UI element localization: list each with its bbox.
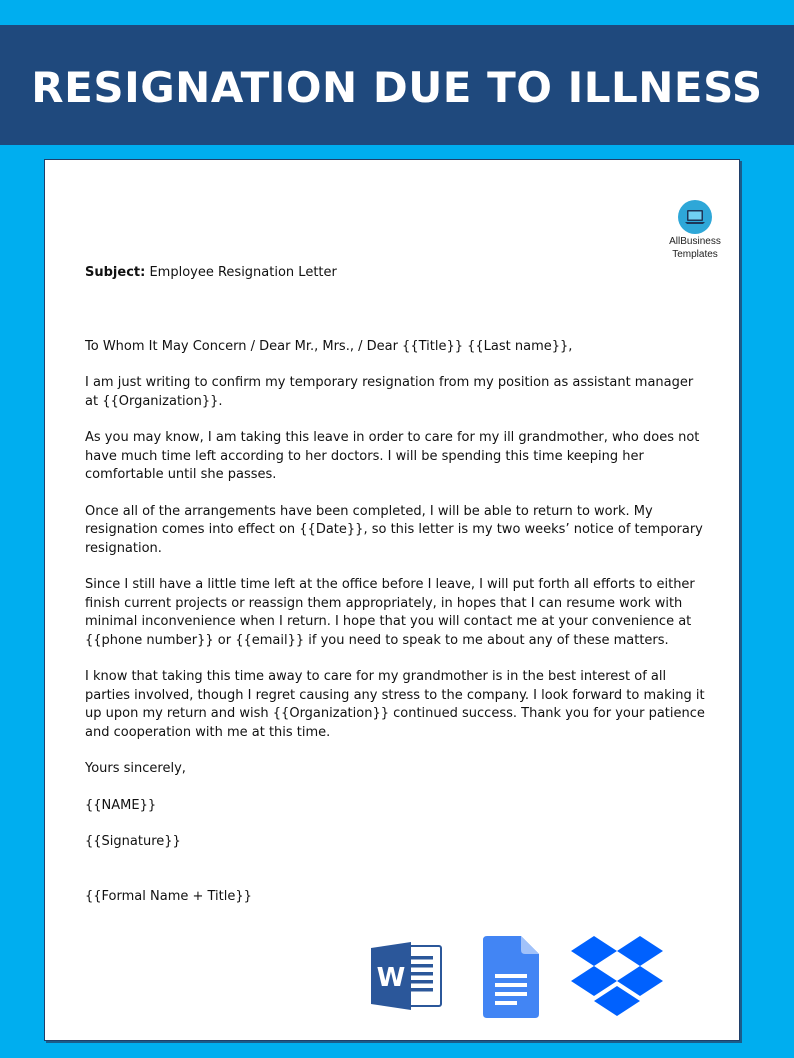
closing: Yours sincerely, — [85, 761, 186, 776]
laptop-icon — [678, 200, 712, 234]
paragraph-2: As you may know, I am taking this leave in order to care for my ill grandmother, who does not have much time left according to her doctors. I will be spending this time keeping her comfortable until she passes. — [85, 430, 700, 482]
word-icon[interactable] — [369, 940, 445, 1017]
paragraph-5: I know that taking this time away to care for my grandmother is in the best interest of all parties involved, though I regret causing any stress to the company. I look forward to making it up upon my return and wish {{Organization}} continued success. Thank you for your patience and cooperation with me at this time. — [85, 669, 705, 740]
subject-line — [85, 264, 710, 283]
letter-body — [85, 264, 710, 906]
word-letter: W — [376, 963, 406, 993]
paragraph-4: Since I still have a little time left at the office before I leave, I will put forth all efforts to either finish current projects or reassign them appropriately, in hopes that I can resume work with minimal inconvenience when I return. I hope that you will contact me at your convenience at {{phone number}} or {{email}} if you need to speak to me about any of these matters. — [85, 577, 695, 648]
title-banner — [0, 25, 794, 145]
subject-value: Employee Resignation Letter — [145, 265, 337, 280]
paragraph-3: Once all of the arrangements have been completed, I will be able to return to work. My resignation comes into effect on {{Date}}, so this letter is my two weeks’ notice of temporary resignation. — [85, 503, 703, 556]
letter-document — [44, 159, 740, 1041]
logo-text-line1: AllBusiness — [669, 236, 721, 247]
signature-placeholder: {{Signature}} — [85, 834, 181, 849]
page-title: RESIGNATION DUE TO ILLNESS — [31, 62, 763, 112]
app-icons — [369, 934, 709, 1024]
formal-name-placeholder: {{Formal Name + Title}} — [85, 888, 252, 904]
salutation: To Whom It May Concern / Dear Mr., Mrs., / Dear {{Title}} {{Last name}}, — [85, 338, 573, 354]
logo-text-line2: Templates — [672, 249, 718, 260]
subject-label: Subject: — [85, 265, 146, 280]
google-docs-icon[interactable] — [481, 936, 541, 1023]
allbusiness-logo[interactable] — [655, 200, 735, 260]
dropbox-icon[interactable] — [569, 934, 665, 1027]
name-placeholder: {{NAME}} — [85, 797, 157, 813]
paragraph-1: I am just writing to confirm my temporary resignation from my position as assistant manager at {{Organization}}. — [85, 375, 694, 409]
